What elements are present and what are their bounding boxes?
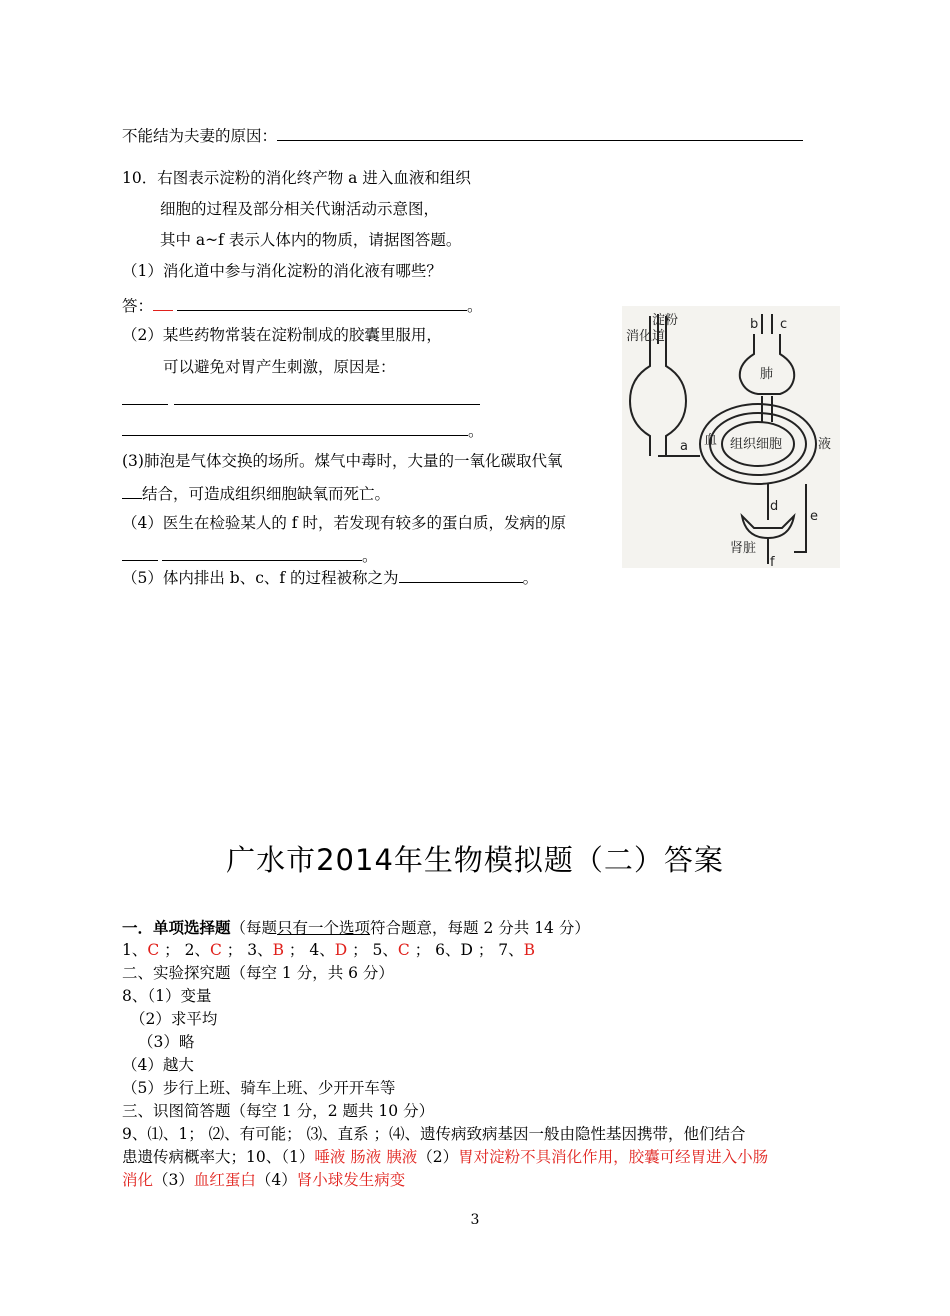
q8-4: （4）越大 — [122, 1056, 194, 1074]
q10-part2-blank-a[interactable] — [122, 388, 168, 405]
q9-continued: 患遗传病概率大；10、（1） — [122, 1148, 315, 1166]
mc-number: 5、 — [372, 941, 398, 959]
mc-number: 4、 — [309, 941, 335, 959]
mc-separator: ； — [283, 941, 310, 959]
q10-part3b-line — [122, 482, 390, 504]
q10-answer-2-label: （2） — [417, 1148, 459, 1166]
mc-answer: C — [397, 941, 410, 959]
label-f: f — [770, 555, 775, 568]
label-fluid: 液 — [818, 437, 832, 452]
label-starch: 淀粉 — [652, 313, 679, 328]
q10-answer-4-label: （4） — [255, 1171, 297, 1189]
q10-part5-line — [122, 566, 538, 588]
q8-1: 8、（1）变量 — [122, 987, 212, 1005]
section1-paren-underlined: 只有一个选项 — [277, 919, 371, 937]
mc-answer: C — [209, 941, 222, 959]
q10-answer-4: 肾小球发生病变 — [296, 1171, 406, 1189]
section1-paren-b: 符合题意，每题 2 分共 14 分） — [370, 919, 590, 937]
q10-part1-blank[interactable] — [177, 294, 467, 311]
q10-part4: （4）医生在检验某人的 f 时，若发现有较多的蛋白质，发病的原 — [122, 514, 566, 532]
q10-part4-blank-a[interactable] — [122, 544, 158, 561]
mc-number: 6、 — [435, 941, 461, 959]
mc-answers-row — [122, 939, 535, 962]
mc-answer: C — [147, 941, 160, 959]
q10-part3a: (3)肺泡是气体交换的场所。煤气中毒时，大量的一氧化碳取代氧 — [122, 452, 563, 470]
q10-answer-2: 胃对淀粉不具消化作用，胶囊可经胃进入小肠 — [458, 1148, 769, 1166]
q10-part3-blank[interactable] — [122, 482, 142, 499]
section2-heading: 二、实验探究题（每空 1 分，共 6 分） — [122, 964, 394, 982]
mc-separator: ； — [221, 941, 248, 959]
q10-answer-3-label: （3） — [153, 1171, 194, 1189]
q9-q10-answer-line — [122, 1146, 768, 1169]
label-digestive-1: 消化道 — [626, 329, 666, 344]
q10-part1-answer-line — [122, 294, 483, 316]
q10-part2-blank-line1 — [122, 388, 480, 410]
mc-separator: ； — [159, 941, 185, 959]
q10-answer-1: 唾液 肠液 胰液 — [314, 1148, 418, 1166]
answer-title: 广水市2014年生物模拟题（二）答案 — [226, 843, 724, 877]
mc-separator: ； — [472, 941, 499, 959]
mc-separator: ； — [347, 941, 373, 959]
mc-number: 1、 — [122, 941, 148, 959]
q10-part4-blank-line — [122, 544, 378, 566]
label-cells: 组织细胞 — [730, 437, 783, 452]
q9-reason-blank[interactable] — [277, 124, 803, 141]
label-d: d — [770, 499, 779, 514]
label-kidney: 肾脏 — [730, 541, 757, 556]
q10-answer-2b: 消化 — [122, 1171, 154, 1189]
q10-stem-1: 10．右图表示淀粉的消化终产物 a 进入血液和组织 — [122, 169, 471, 187]
section1-bold: 一．单项选择题 — [122, 918, 231, 937]
q10-part5-blank[interactable] — [399, 566, 523, 583]
answer-prefix: 答： — [122, 297, 154, 315]
label-a: a — [680, 439, 688, 454]
q10-part2-blank-line2 — [122, 419, 484, 441]
q10-part5: （5）体内排出 b、c、f 的过程被称之为 — [122, 569, 399, 587]
q10-part4-blank-b[interactable] — [162, 544, 362, 561]
q9-reason-line — [122, 124, 803, 146]
q10-part2a: （2）某些药物常装在淀粉制成的胶囊里服用， — [122, 326, 442, 344]
mc-number: 3、 — [247, 941, 273, 959]
mc-number: 7、 — [498, 941, 524, 959]
q10-answer-line2 — [122, 1169, 405, 1192]
q10-answer-3: 血红蛋白 — [193, 1171, 256, 1189]
mc-separator: ； — [409, 941, 436, 959]
section1-paren-a: （每题 — [230, 919, 278, 937]
q10-part3b: 结合，可造成组织细胞缺氧而死亡。 — [142, 485, 391, 503]
q10-part1-blank-red[interactable] — [153, 294, 173, 311]
period: 。 — [467, 297, 483, 315]
section3-heading: 三、识图简答题（每空 1 分，2 题共 10 分） — [122, 1102, 435, 1120]
q10-stem-2: 细胞的过程及部分相关代谢活动示意图， — [160, 200, 440, 218]
label-blood: 血 — [704, 433, 718, 448]
period: 。 — [468, 422, 484, 440]
section1-heading — [122, 916, 590, 940]
q8-3: （3）略 — [138, 1033, 195, 1051]
page-number: 3 — [470, 1212, 480, 1228]
period: 。 — [522, 569, 539, 587]
q9-answer: 9、⑴、1； ⑵、有可能； ⑶、直系 ；⑷、遗传病致病基因一般由隐性基因携带，他们结合 — [122, 1125, 746, 1143]
mc-answer: D — [460, 941, 473, 959]
q10-part1: （1）消化道中参与消化淀粉的消化液有哪些？ — [122, 262, 442, 280]
q10-stem-3: 其中 a~f 表示人体内的物质，请据图答题。 — [160, 231, 462, 249]
mc-number: 2、 — [184, 941, 210, 959]
label-c: c — [780, 317, 788, 332]
mc-answer: B — [523, 941, 536, 959]
q9-reason-label: 不能结为夫妻的原因： — [122, 127, 278, 145]
label-b: b — [750, 317, 759, 332]
q8-2: （2）求平均 — [130, 1010, 218, 1028]
q10-part2-blank-c[interactable] — [122, 419, 468, 436]
mc-answer: B — [272, 941, 284, 959]
label-lung: 肺 — [760, 367, 774, 382]
q10-part2-blank-b[interactable] — [174, 388, 480, 405]
digestion-circulation-diagram — [622, 306, 840, 568]
mc-answer: D — [334, 941, 348, 959]
q10-part2b: 可以避免对胃产生刺激，原因是： — [163, 358, 396, 376]
label-e: e — [810, 509, 818, 524]
period: 。 — [362, 547, 378, 565]
q8-5: （5）步行上班、骑车上班、少开开车等 — [122, 1079, 396, 1097]
